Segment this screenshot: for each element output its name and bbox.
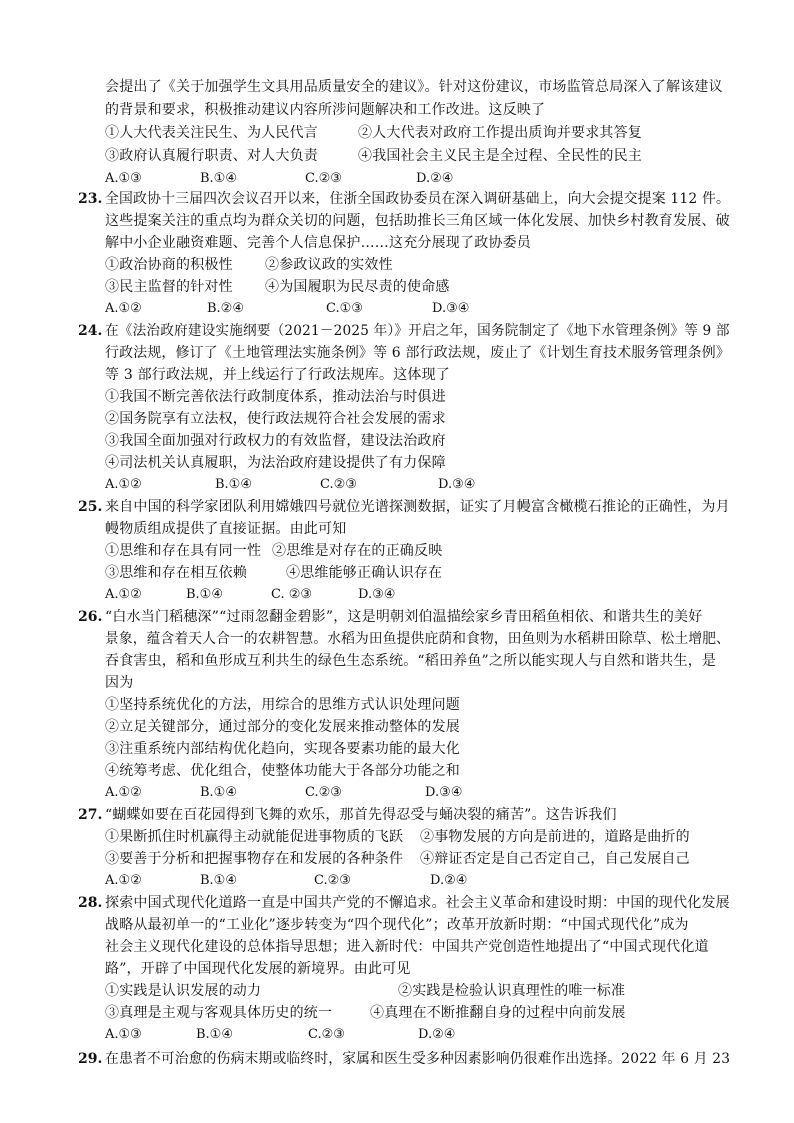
q27-choice-a: A.①② [105,873,142,888]
q22-choice-d: D.②④ [416,171,454,186]
q25-choice-d: D.③④ [358,587,396,602]
q22-stmt-3: ③政府认真履行职责、对人大负责 [105,148,318,164]
q24-choice-a: A.①② [105,477,142,492]
q27-stmt-3: ③要善于分析和把握事物存在和发展的各种条件 [105,851,404,867]
q28-line-3: 社会主义现代化建设的总体指导思想；进入新时代：中国共产党创造性地提出了“中国式现代化道 [105,939,709,955]
q28-choice-c: C.②③ [308,1027,345,1042]
q25-stmt-2: ②思维是对存在的正确反映 [272,543,443,559]
q28-stmt-1: ①实践是认识发展的动力 [105,983,262,999]
q26-choice-a: A.①② [105,785,142,800]
q24-choice-b: B.①④ [215,477,252,492]
q24-line-1: 在《法治政府建设实施纲要（2021－2025 年）》开启之年，国务院制定了《地下水管理条例》等 9 部 [105,323,730,339]
q25-line-2: 幔物质组成提供了直接证据。由此可知 [105,521,347,537]
q28-stmt-4: ④真理在不断推翻自身的过程中向前发展 [370,1005,626,1021]
q28-stmt-3: ③真理是主观与客观具体历史的统一 [105,1005,333,1021]
q22-line-1: 会提出了《关于加强学生文具用品质量安全的建议》。针对这份建议，市场监管总局深入了解该建议 [105,79,723,95]
q25-choice-a: A.①② [105,587,142,602]
q22-choice-b: B.①④ [200,171,237,186]
q26-number: 26. [78,609,103,625]
q26-stmt-1: ①坚持系统优化的方法，用综合的思维方式认识处理问题 [105,697,460,713]
q25-stmt-3: ③思维和存在相互依赖 [105,565,247,581]
q23-line-2: 这些提案关注的重点均为群众关切的问题，包括助推长三角区域一体化发展、加快乡村教育发展、破 [105,213,730,229]
q23-choice-b: B.②④ [207,301,244,316]
q29-line-1: 在患者不可治愈的伤病末期或临终时，家属和医生受多种因素影响仍很难作出选择。2022 年 6 月 23 [105,1051,731,1067]
q25-number: 25. [78,499,103,515]
q28-choice-d: D.②④ [418,1027,456,1042]
q22-stmt-4: ④我国社会主义民主是全过程、全民性的民主 [358,148,642,164]
q24-choice-d: D.③④ [438,477,476,492]
q23-stmt-3: ③民主监督的针对性 [105,279,233,295]
q23-line-1: 全国政协十三届四次会议召开以来，住浙全国政协委员在深入调研基础上，向大会提交提案 112 件。 [105,191,731,207]
q26-line-4: 因为 [105,675,134,691]
q25-choice-c: C. ②③ [271,587,313,602]
q22-stmt-1: ①人大代表关注民生、为人民代言 [105,125,318,141]
q24-stmt-2: ②国务院享有立法权，使行政法规符合社会发展的需求 [105,411,446,427]
q22-choice-a: A.①③ [105,171,142,186]
q22-choice-c: C.②③ [305,171,342,186]
q29-number: 29. [78,1051,103,1067]
q24-line-3: 等 3 部行政法规，并上线运行了行政法规库。这体现了 [105,367,451,383]
q28-choice-b: B.①④ [196,1027,233,1042]
q26-choice-d: D.③④ [425,785,463,800]
q26-stmt-2: ②立足关键部分，通过部分的变化发展来推动整体的发展 [105,719,460,735]
q25-line-1: 来自中国的科学家团队利用嫦娥四号就位光谱探测数据，证实了月幔富含橄榄石推论的正确性，为月 [105,499,730,515]
q26-line-1: “白水当门稻穗深”“过雨忽翻金碧影”，这是明朝刘伯温描绘家乡青田稻鱼相依、和谐共生的美好 [105,609,703,625]
q27-choice-c: C.②③ [314,873,351,888]
q24-number: 24. [78,323,103,339]
q28-stmt-2: ②实践是检验认识真理性的唯一标准 [398,983,626,999]
q24-stmt-3: ③我国全面加强对行政权力的有效监督，建设法治政府 [105,433,446,449]
q28-number: 28. [78,895,103,911]
q27-number: 27. [78,807,103,823]
q28-choice-a: A.①③ [105,1027,142,1042]
q26-line-3: 吞食害虫，稻和鱼形成互利共生的绿色生态系统。“稻田养鱼”之所以能实现人与自然和谐共生，是 [105,653,717,669]
q26-stmt-4: ④统筹考虑、优化组合，使整体功能大于各部分功能之和 [105,763,460,779]
q28-line-1: 探索中国式现代化道路一直是中国共产党的不懈追求。社会主义革命和建设时期：中国的现代化发展 [105,895,730,911]
q26-line-2: 景象，蕴含着天人合一的农耕智慧。水稻为田鱼提供庇荫和食物，田鱼则为水稻耕田除草、松土增肥、 [105,631,731,647]
q25-stmt-4: ④思维能够正确认识存在 [286,565,443,581]
q23-stmt-1: ①政治协商的积极性 [105,257,233,273]
q23-choice-c: C.①③ [326,301,363,316]
q25-stmt-1: ①思维和存在具有同一性 [105,543,262,559]
q28-line-4: 路”，开辟了中国现代化发展的新境界。由此可见 [105,961,411,977]
q28-line-2: 战略从最初单一的“工业化”逐步转变为“四个现代化”；改革开放新时期：“中国式现代化”成为 [105,917,689,933]
q22-line-2: 的背景和要求，积极推动建议内容所涉问题解决和工作改进。这反映了 [105,102,546,118]
q26-choice-b: B.①④ [200,785,237,800]
q24-choice-c: C.②③ [320,477,357,492]
q27-choice-d: D.②④ [430,873,468,888]
q24-stmt-1: ①我国不断完善依法行政制度体系，推动法治与时俱进 [105,389,446,405]
q27-choice-b: B.①④ [200,873,237,888]
q23-stmt-2: ②参政议政的实效性 [265,257,393,273]
q24-line-2: 行政法规，修订了《土地管理法实施条例》等 6 部行政法规，废止了《计划生育技术服务管理条例》 [105,345,730,361]
q22-stmt-2: ②人大代表对政府工作提出质询并要求其答复 [358,125,642,141]
q24-stmt-4: ④司法机关认真履职，为法治政府建设提供了有力保障 [105,455,446,471]
q26-choice-c: C.②③ [305,785,342,800]
q23-choice-a: A.①② [105,301,142,316]
q23-line-3: 解中小企业融资难题、完善个人信息保护……这充分展现了政协委员 [105,235,531,251]
q27-stmt-2: ②事物发展的方向是前进的，道路是曲折的 [420,829,690,845]
q26-stmt-3: ③注重系统内部结构优化趋向，实现各要素功能的最大化 [105,741,460,757]
q23-number: 23. [78,191,103,207]
q27-stmt-1: ①果断抓住时机赢得主动就能促进事物质的飞跃 [105,829,404,845]
q27-line-1: “蝴蝶如要在百花园得到飞舞的欢乐，那首先得忍受与蛹决裂的痛苦”。这告诉我们 [105,807,617,823]
q27-stmt-4: ④辩证否定是自己否定自己，自己发展自己 [420,851,690,867]
q23-choice-d: D.③④ [432,301,470,316]
q25-choice-b: B.①④ [186,587,223,602]
q23-stmt-4: ④为国履职为民尽责的使命感 [265,279,450,295]
